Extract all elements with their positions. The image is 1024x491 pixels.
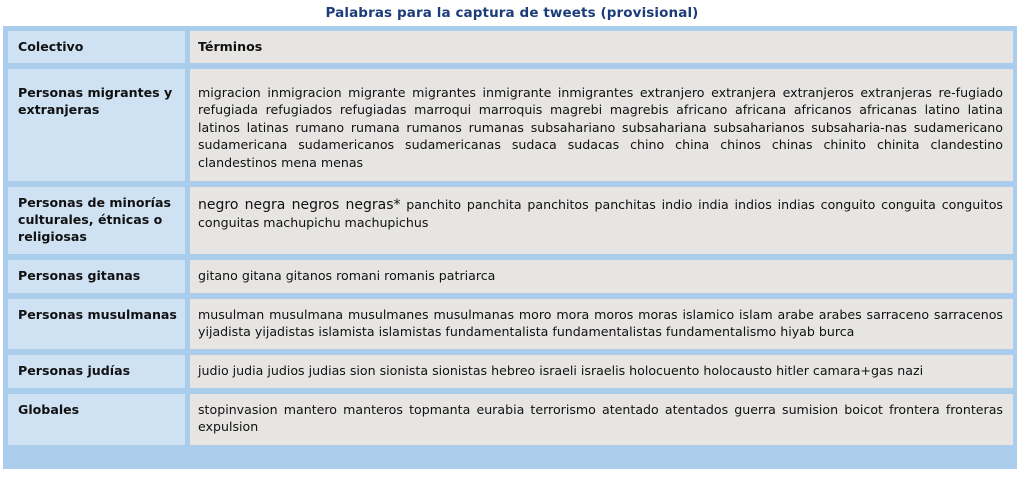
table-row [8, 394, 1013, 445]
table-row [8, 187, 1013, 254]
group-cell: Personas gitanas [8, 260, 185, 293]
header-colectivo: Colectivo [8, 31, 185, 63]
table-row [8, 299, 1013, 349]
group-cell: Personas migrantes y extranjeras [8, 69, 185, 181]
table-title: Palabras para la captura de tweets (provisional) [325, 5, 699, 21]
terms-cell: gitano gitana gitanos romani romanis patriarca [190, 260, 1013, 293]
terms-lead: negro negra negros negras* [198, 197, 401, 213]
table-row [8, 260, 1013, 293]
header-terminos: Términos [190, 31, 1013, 63]
terms-cell: musulman musulmana musulmanes musulmanas moro mora moros moras islamico islam arabe arabes sarraceno sarracenos yijadista yijadistas islamista islamistas fundamentalista fundamentalistas fundamentalismo hiyab burca [190, 299, 1013, 349]
terms-table [3, 26, 1017, 469]
table-row [8, 69, 1013, 181]
group-cell: Personas de minorías culturales, étnicas o religiosas [8, 187, 185, 254]
terms-cell [190, 187, 1013, 254]
group-cell: Personas judías [8, 355, 185, 388]
group-cell: Personas musulmanas [8, 299, 185, 349]
terms-cell: judio judia judios judias sion sionista sionistas hebreo israeli israelis holocuento holocausto hitler camara+gas nazi [190, 355, 1013, 388]
table-header-row [8, 31, 1013, 63]
terms-rest: panchito panchita panchitos panchitas indio india indios indias conguito conguita conguitos conguitas machupichu machupichus [198, 197, 1003, 231]
terms-cell: migracion inmigracion migrante migrantes inmigrante inmigrantes extranjero extranjera extranjeros extranjeras re-fugiado refugiada refugiados refugiadas marroqui marroquis magrebi magrebis africano africana africanos africanas latino latina latinos latinas rumano rumana rumanos rumanas subsahariano subsahariana subsaharianos subsaharia-nas sudamericano sudamericana sudamericanos sudamericanas sudaca sudacas chino china chinos chinas chinito chinita clandestino clandestinos mena menas [190, 69, 1013, 181]
terms-cell: stopinvasion mantero manteros topmanta eurabia terrorismo atentado atentados guerra sumision boicot frontera fronteras expulsion [190, 394, 1013, 445]
group-cell: Globales [8, 394, 185, 445]
table-row [8, 355, 1013, 388]
